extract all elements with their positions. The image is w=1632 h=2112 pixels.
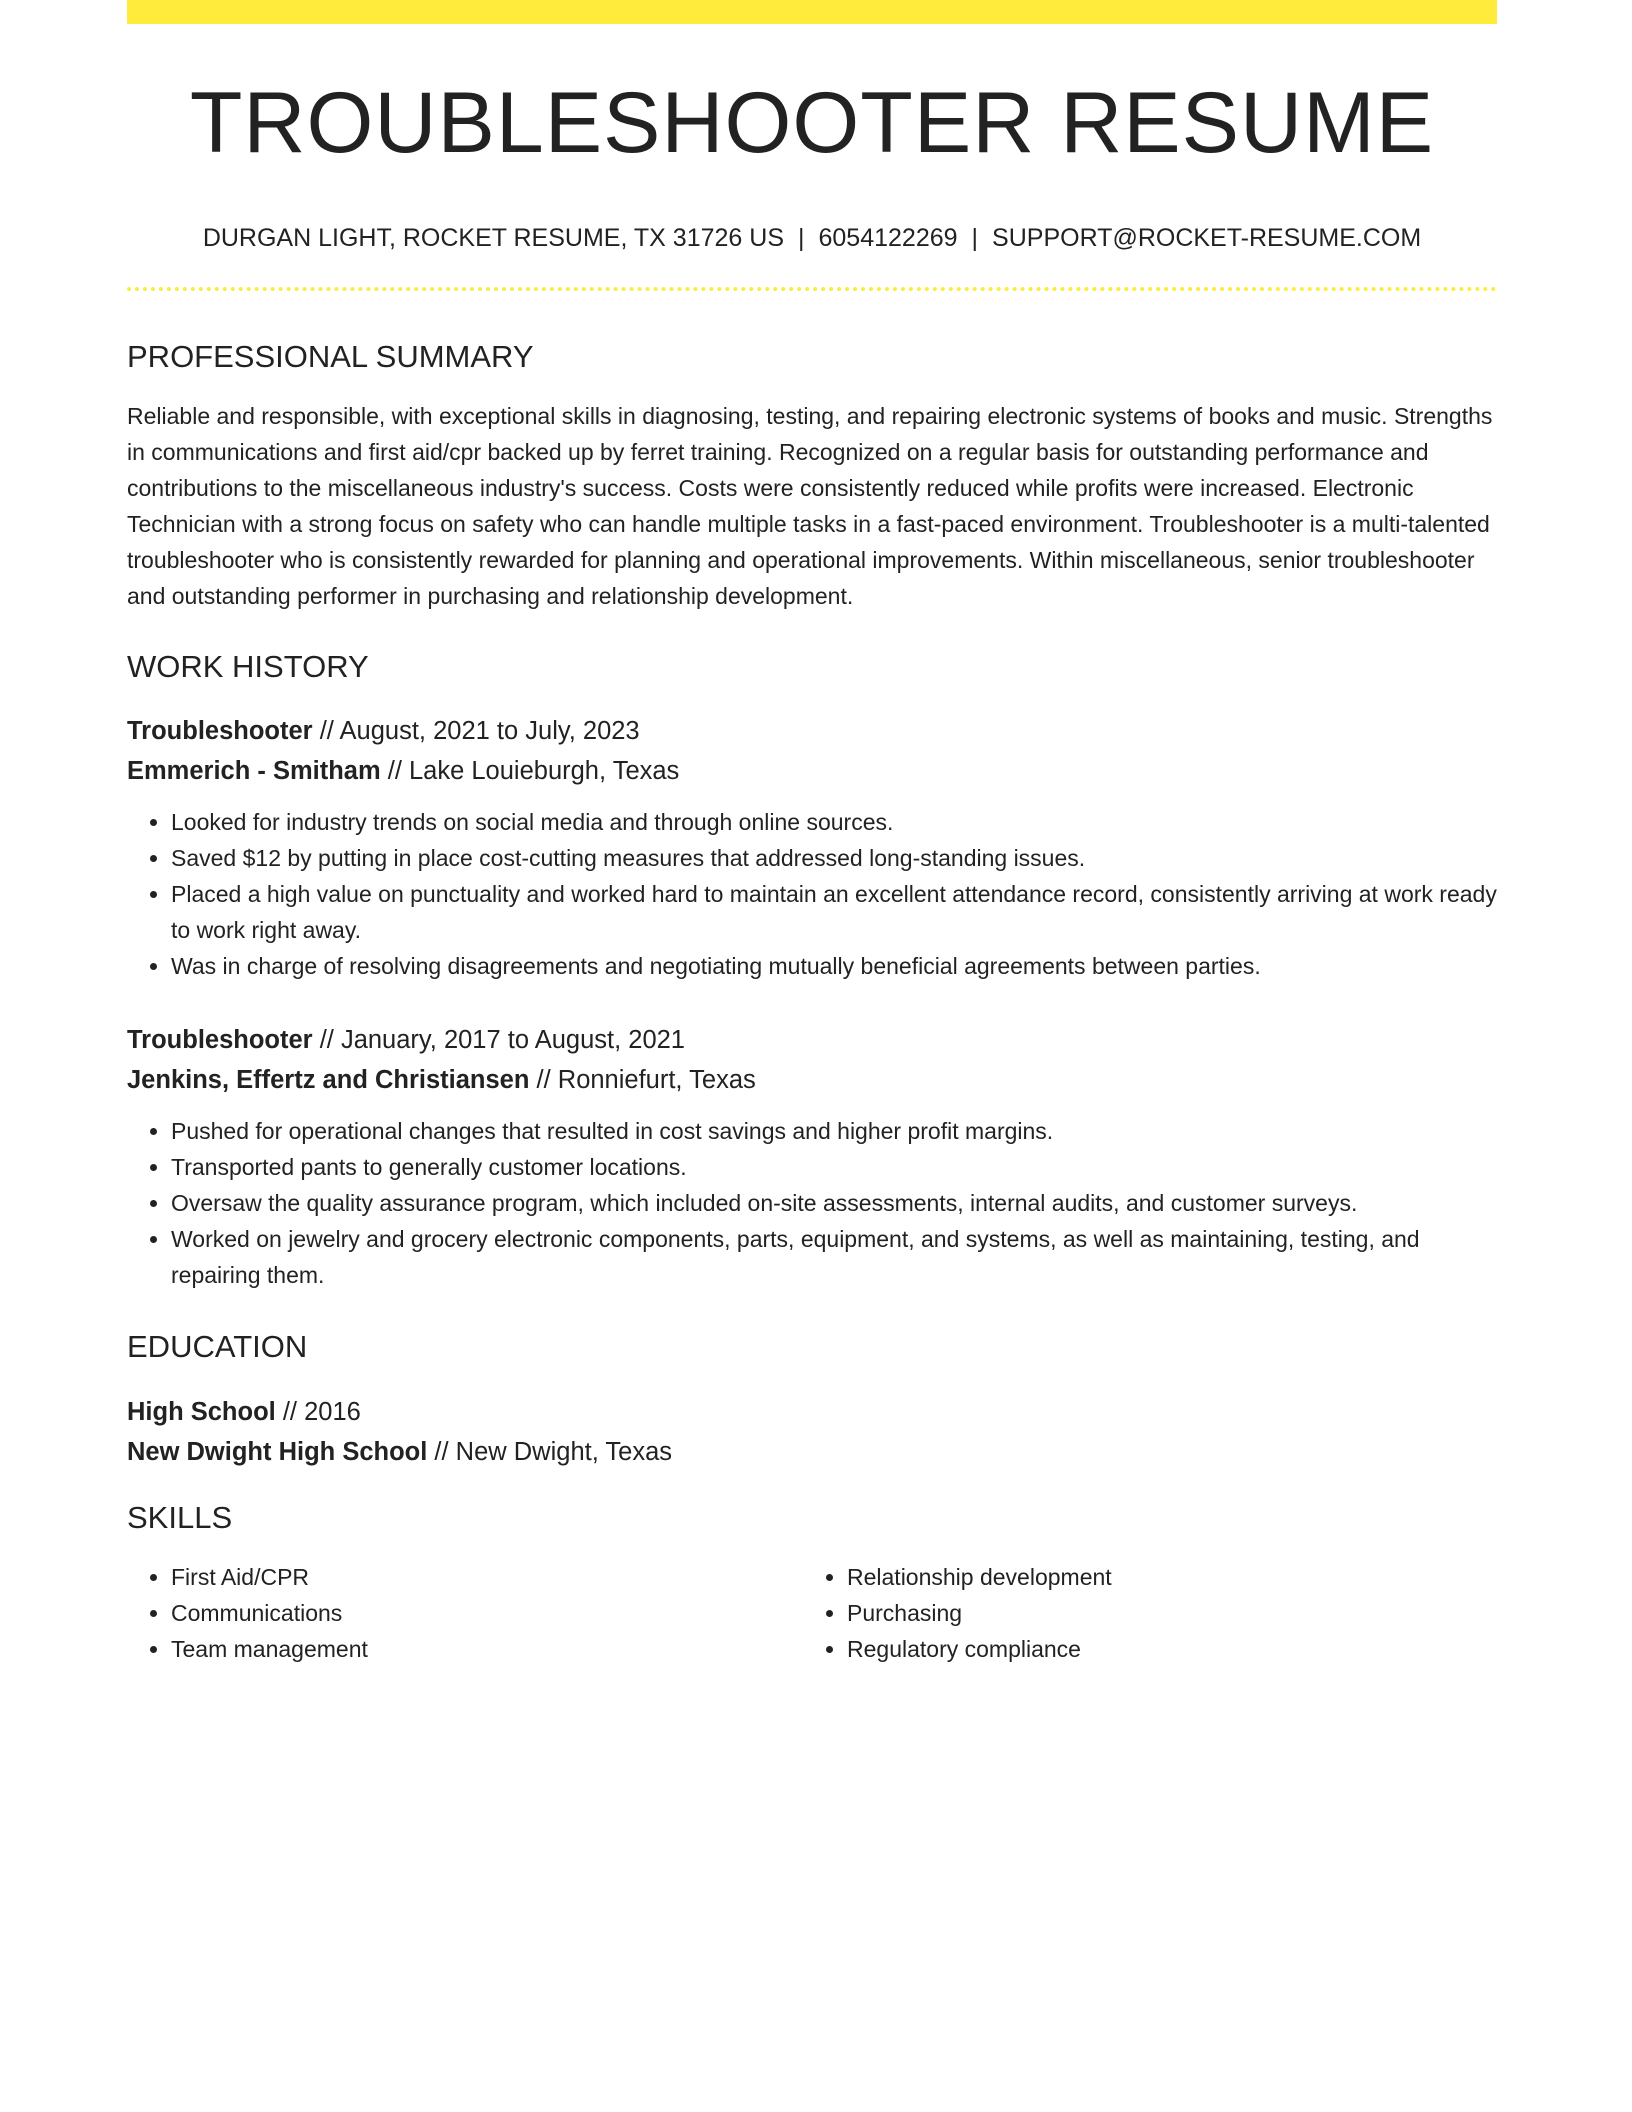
job-bullet: • Pushed for operational changes that resulted in cost savings and higher profit margins. — [171, 1113, 1497, 1149]
dotted-divider — [127, 287, 1497, 291]
job-bullet: • Worked on jewelry and grocery electronic components, parts, equipment, and systems, as well as maintaining, testing, and repairing them. — [171, 1221, 1497, 1293]
job-dates: // January, 2017 to August, 2021 — [312, 1026, 685, 1054]
job-bullet: • Oversaw the quality assurance program, which included on-site assessments, internal audits, and customer surveys. — [171, 1185, 1497, 1221]
contact-address: DURGAN LIGHT, ROCKET RESUME, TX 31726 US — [202, 224, 784, 252]
skill-item: • Regulatory compliance — [847, 1631, 1477, 1667]
skill-item: • First Aid/CPR — [171, 1559, 803, 1595]
education-degree: High School — [127, 1398, 276, 1426]
job-entry — [127, 1020, 1497, 1293]
education-location: // New Dwight, Texas — [427, 1438, 673, 1466]
job-bullet: • Was in charge of resolving disagreements and negotiating mutually beneficial agreements between parties. — [171, 948, 1497, 984]
skill-item: • Team management — [171, 1631, 803, 1667]
education-school: New Dwight High School — [127, 1438, 428, 1466]
contact-separator: | — [971, 224, 979, 252]
job-bullets — [127, 1113, 1497, 1293]
resume-page — [127, 0, 1497, 1667]
skills-heading: SKILLS — [127, 1500, 233, 1535]
skill-item: • Relationship development — [847, 1559, 1477, 1595]
job-title-line — [127, 1020, 1497, 1060]
job-entry — [127, 711, 1497, 984]
education-year: // 2016 — [275, 1398, 361, 1426]
contact-phone: 6054122269 — [818, 224, 958, 252]
job-company: Emmerich - Smitham — [127, 757, 381, 785]
top-accent-bar — [127, 0, 1497, 24]
job-title: Troubleshooter — [127, 1026, 313, 1054]
skills-column-left — [127, 1559, 803, 1667]
job-title: Troubleshooter — [127, 717, 313, 745]
job-bullets — [127, 804, 1497, 984]
skills-grid — [127, 1559, 1497, 1667]
summary-text: Reliable and responsible, with exceptional skills in diagnosing, testing, and repairing electronic systems of books and music. Strengths in communications and first aid/cpr backed up by ferret training. Recognized on a regular basis for outstanding performance and contributions to the miscellaneous industry's success. Costs were consistently reduced while profits were increased. Electronic Technician with a strong focus on safety who can handle multiple tasks in a fast-paced environment. Troubleshooter is a multi-talented troubleshooter who is consistently rewarded for planning and operational improvements. Within miscellaneous, senior troubleshooter and outstanding performer in purchasing and relationship development. — [127, 403, 1493, 609]
skill-item: • Purchasing — [847, 1595, 1477, 1631]
job-company-line — [127, 751, 1497, 791]
resume-title: TROUBLESHOOTER RESUME — [189, 75, 1435, 171]
education-school-line — [127, 1432, 1497, 1472]
job-company: Jenkins, Effertz and Christiansen — [127, 1066, 530, 1094]
skills-column-right — [803, 1559, 1477, 1667]
skill-item: • Communications — [171, 1595, 803, 1631]
job-location: // Ronniefurt, Texas — [529, 1066, 756, 1094]
job-location: // Lake Louieburgh, Texas — [380, 757, 680, 785]
job-bullet: • Transported pants to generally customer locations. — [171, 1149, 1497, 1185]
job-bullet: • Looked for industry trends on social media and through online sources. — [171, 804, 1497, 840]
job-title-line — [127, 711, 1497, 751]
education-degree-line — [127, 1392, 1497, 1432]
contact-email: SUPPORT@ROCKET-RESUME.COM — [992, 224, 1422, 252]
job-bullet: • Placed a high value on punctuality and worked hard to maintain an excellent attendance record, consistently arriving at work ready to work right away. — [171, 876, 1497, 948]
job-dates: // August, 2021 to July, 2023 — [312, 717, 640, 745]
contact-line — [127, 226, 1497, 251]
contact-separator: | — [798, 224, 805, 252]
summary-heading: PROFESSIONAL SUMMARY — [127, 339, 534, 374]
education-heading: EDUCATION — [127, 1329, 308, 1364]
education-entry — [127, 1392, 1497, 1472]
job-company-line — [127, 1060, 1497, 1100]
work-history-heading: WORK HISTORY — [127, 649, 369, 684]
job-bullet: • Saved $12 by putting in place cost-cutting measures that addressed long-standing issues. — [171, 840, 1497, 876]
